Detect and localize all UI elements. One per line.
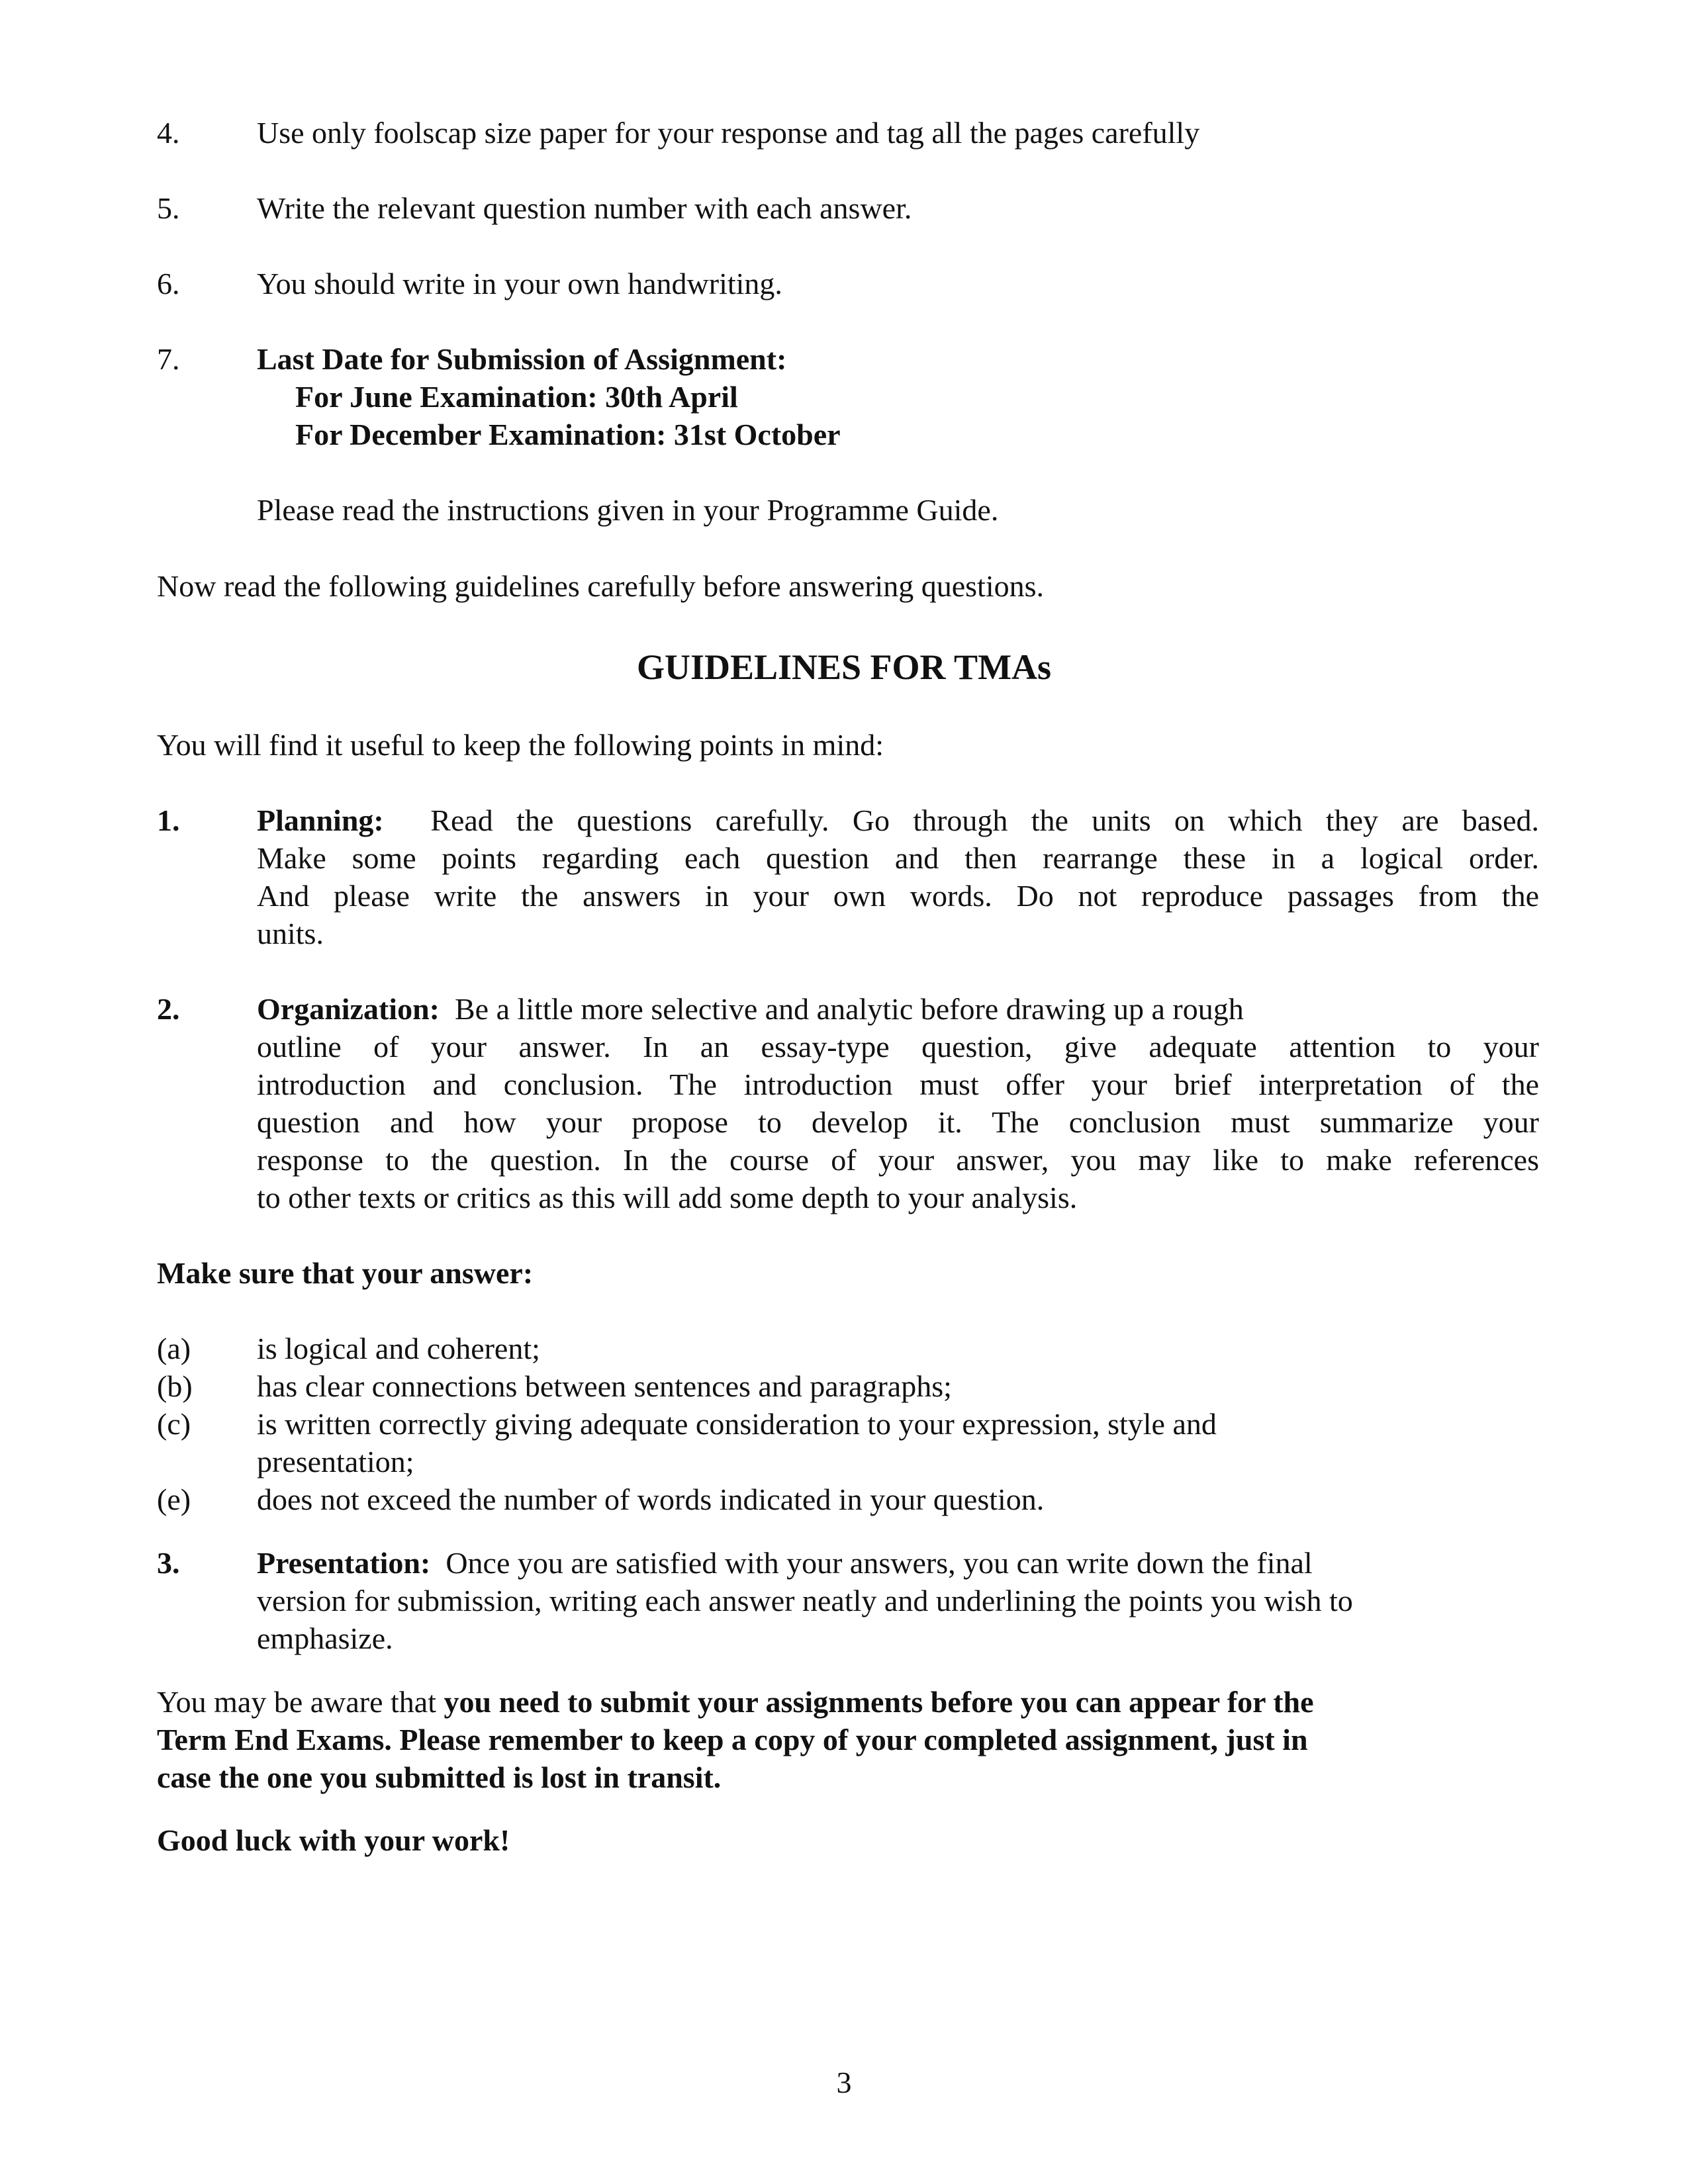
planning-paragraph-line	[257, 801, 1539, 839]
submission-deadline-heading: Last Date for Submission of Assignment:	[257, 342, 787, 376]
point-number: 2.	[157, 992, 180, 1026]
instruction-text: You should write in your own handwriting.	[257, 267, 782, 300]
programme-guide-note: Please read the instructions given in your Programme Guide.	[257, 493, 999, 527]
closing-plain-text: You may be aware that	[157, 1685, 444, 1719]
instruction-text: Use only foolscap size paper for your response and tag all the pages carefully	[257, 116, 1200, 150]
organization-text: Be a little more selective and analytic before drawing up a rough	[454, 992, 1244, 1026]
item-number: 5.	[157, 191, 180, 225]
planning-paragraph-line: units.	[257, 917, 324, 950]
list-item-text: presentation;	[257, 1445, 414, 1479]
list-item-label: (b)	[157, 1369, 193, 1403]
organization-paragraph-line: question and how your propose to develop it. The conclusion must summarize your	[257, 1105, 1539, 1139]
organization-paragraph-line: to other texts or critics as this will add some depth to your analysis.	[257, 1181, 1078, 1214]
planning-paragraph-line: And please write the answers in your own words. Do not reproduce passages from the	[257, 879, 1539, 913]
page-number: 3	[836, 2066, 852, 2099]
presentation-paragraph-line	[257, 1544, 1313, 1582]
list-item-label: (c)	[157, 1407, 191, 1441]
item-number: 6.	[157, 267, 180, 300]
list-item-text: has clear connections between sentences and paragraphs;	[257, 1369, 952, 1403]
list-item-label: (e)	[157, 1482, 191, 1516]
presentation-paragraph-line: emphasize.	[257, 1621, 393, 1655]
december-deadline: For December Examination: 31st October	[295, 418, 841, 451]
closing-paragraph-line: case the one you submitted is lost in transit.	[157, 1760, 722, 1794]
item-number: 4.	[157, 116, 180, 150]
presentation-paragraph-line: version for submission, writing each answer neatly and underlining the points you wish to	[257, 1584, 1353, 1617]
list-item-text: does not exceed the number of words indicated in your question.	[257, 1482, 1045, 1516]
now-read-note: Now read the following guidelines carefully before answering questions.	[157, 569, 1044, 603]
closing-paragraph-line: Term End Exams. Please remember to keep a copy of your completed assignment, just in	[157, 1723, 1308, 1756]
planning-label: Planning:	[257, 803, 384, 837]
list-item-text: is written correctly giving adequate consideration to your expression, style and	[257, 1407, 1217, 1441]
organization-paragraph-line: introduction and conclusion. The introduction must offer your brief interpretation of the	[257, 1068, 1539, 1101]
closing-bold-text: you need to submit your assignments before you can appear for the	[444, 1685, 1314, 1719]
make-sure-heading: Make sure that your answer:	[157, 1256, 534, 1290]
list-item-text: is logical and coherent;	[257, 1332, 540, 1365]
planning-paragraph-line: Make some points regarding each question and then rearrange these in a logical order.	[257, 841, 1539, 875]
planning-text: Read the questions carefully. Go through the units on which they are based.	[430, 803, 1539, 837]
item-number: 7.	[157, 342, 180, 376]
presentation-text: Once you are satisfied with your answers, you can write down the final	[445, 1546, 1313, 1580]
list-item-label: (a)	[157, 1332, 191, 1365]
presentation-label: Presentation:	[257, 1546, 431, 1580]
organization-label: Organization:	[257, 992, 440, 1026]
good-luck-text: Good luck with your work!	[157, 1823, 510, 1857]
closing-paragraph-line	[157, 1683, 1314, 1721]
june-deadline: For June Examination: 30th April	[295, 380, 738, 414]
guidelines-title: GUIDELINES FOR TMAs	[636, 647, 1052, 687]
organization-paragraph-line: response to the question. In the course of your answer, you may like to make references	[257, 1143, 1539, 1177]
guidelines-intro: You will find it useful to keep the following points in mind:	[157, 728, 884, 762]
organization-paragraph-line	[257, 990, 1244, 1028]
point-number: 1.	[157, 803, 180, 837]
point-number: 3.	[157, 1546, 180, 1580]
organization-paragraph-line: outline of your answer. In an essay-type question, give adequate attention to your	[257, 1030, 1539, 1064]
instruction-text: Write the relevant question number with each answer.	[257, 191, 912, 225]
